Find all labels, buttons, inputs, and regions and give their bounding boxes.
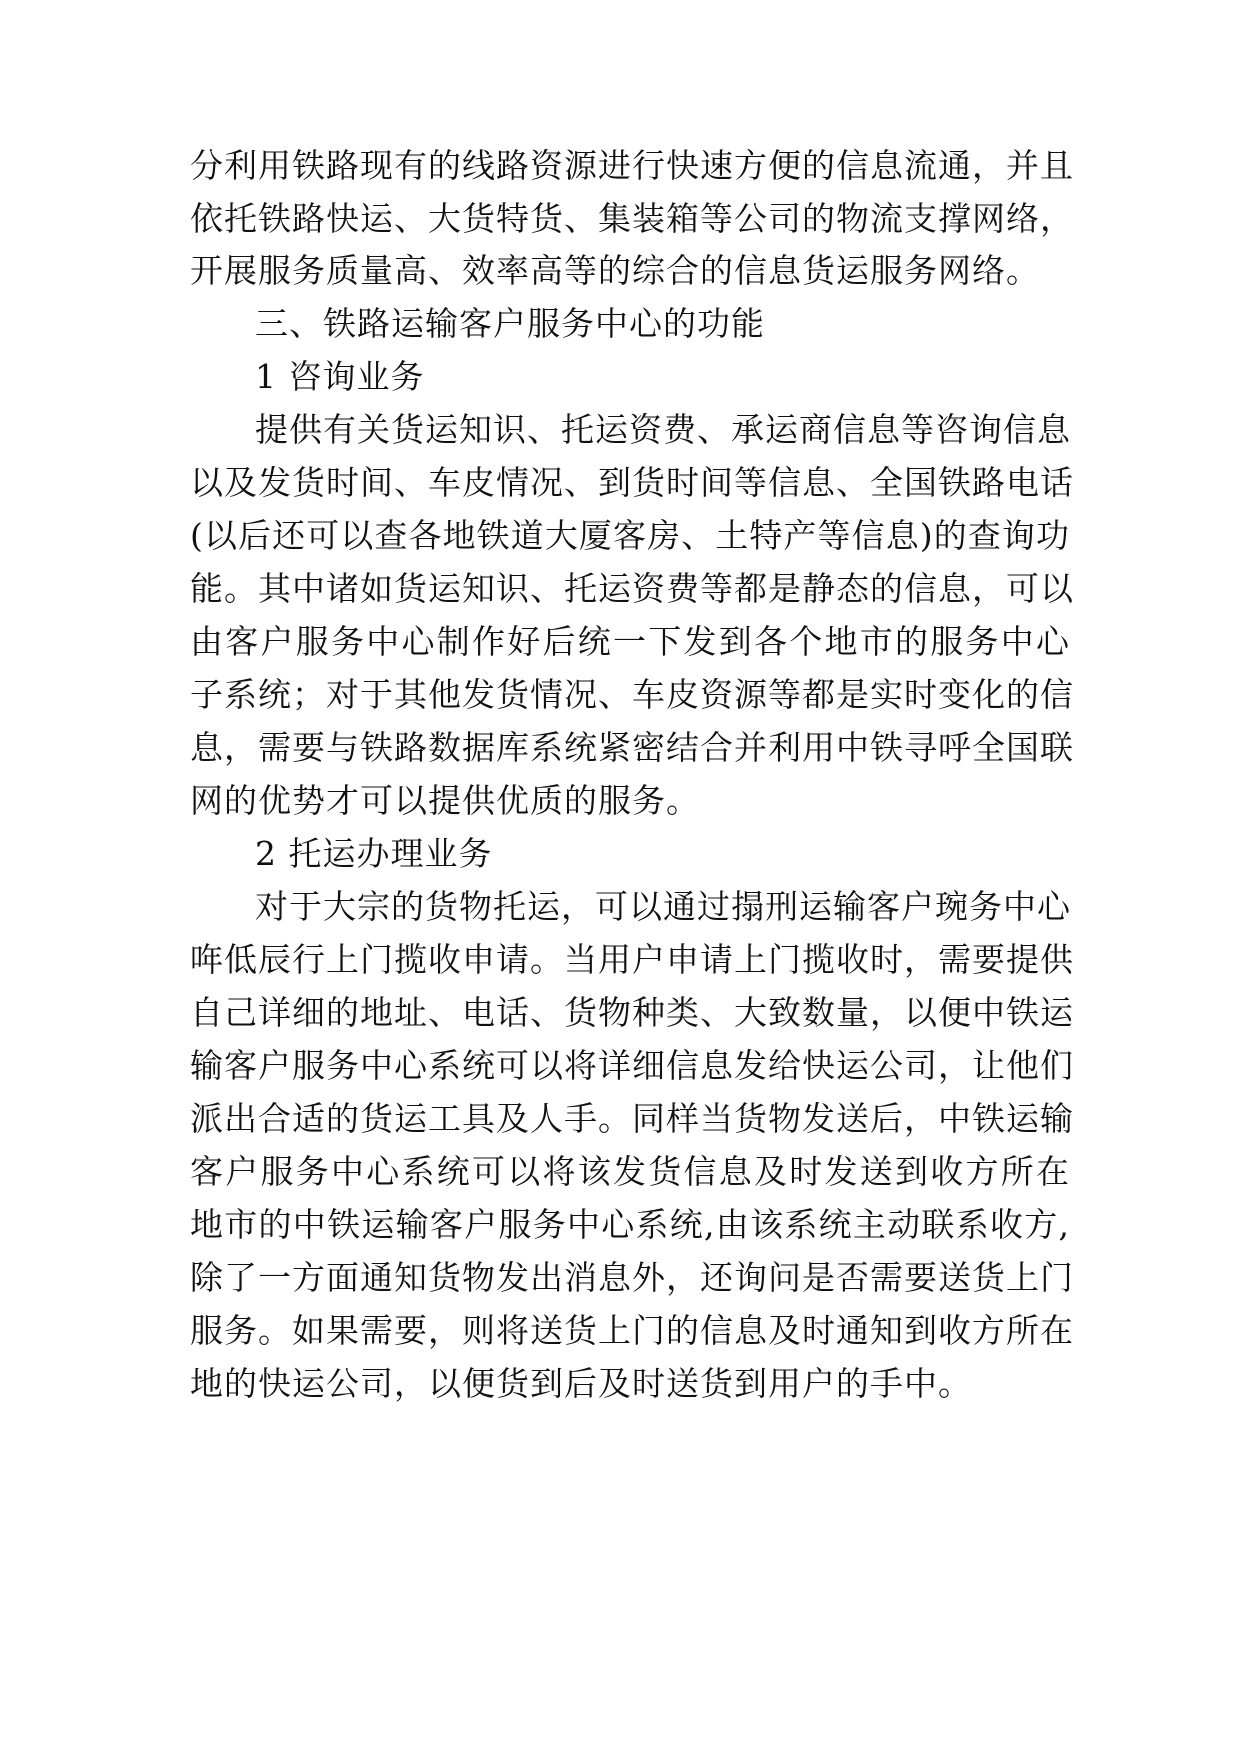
paragraph-line: 对于大宗的货物托运，可以通过搨刑运输客户琬务中心 [255,887,1071,926]
paragraph-line: 自己详细的地址、电话、货物种类、大致数量，以便中铁运 [190,993,1074,1032]
paragraph-line: 子系统；对于其他发货情况、车皮资源等都是实时变化的信 [190,675,1074,714]
paragraph-line: 哖低辰行上门揽收申请。当用户申请上门揽收时，需要提供 [190,940,1074,979]
paragraph-line: 以及发货时间、车皮情况、到货时间等信息、全国铁路电话 [190,463,1074,502]
paragraph-line: 地市的中铁运输客户服务中心系统,由该系统主动联系收方, [190,1205,1070,1244]
section-heading: 三、铁路运输客户服务中心的功能 [255,304,765,343]
paragraph-line: 服务。如果需要，则将送货上门的信息及时通知到收方所在 [190,1311,1074,1350]
paragraph-line: 由客户服务中心制作好后统一下发到各个地市的服务中心 [190,622,1070,661]
paragraph-line: 提供有关货运知识、托运资费、承运商信息等咨询信息 [255,410,1071,449]
paragraph-line: 地的快运公司，以便货到后及时送货到用户的手中。 [190,1364,972,1403]
subsection-heading: 2 托运办理业务 [255,834,493,873]
paragraph-line: (以后还可以查各地铁道大厦客房、土特产等信息)的查询功 [190,516,1070,555]
paragraph-line: 网的优势才可以提供优质的服务。 [190,781,700,820]
paragraph-line: 开展服务质量高、效率高等的综合的信息货运服务网络。 [190,251,1040,290]
paragraph-line: 依托铁路快运、大货特货、集装箱等公司的物流支撑网络， [190,199,1074,238]
paragraph-line: 除了一方面通知货物发出消息外，还询问是否需要送货上门 [190,1258,1074,1297]
paragraph-line: 能。其中诸如货运知识、托运资费等都是静态的信息，可以 [190,569,1074,608]
paragraph-line: 客户服务中心系统可以将该发货信息及时发送到收方所在 [190,1152,1070,1191]
paragraph-line: 息，需要与铁路数据库系统紧密结合并利用中铁寻呼全国联 [190,728,1074,767]
paragraph-line: 分利用铁路现有的线路资源进行快速方便的信息流通，并且 [190,146,1074,185]
paragraph-line: 派出合适的货运工具及人手。同样当货物发送后，中铁运输 [190,1099,1074,1138]
subsection-heading: 1 咨询业务 [255,357,425,396]
paragraph-line: 输客户服务中心系统可以将详细信息发给快运公司，让他们 [190,1046,1074,1085]
